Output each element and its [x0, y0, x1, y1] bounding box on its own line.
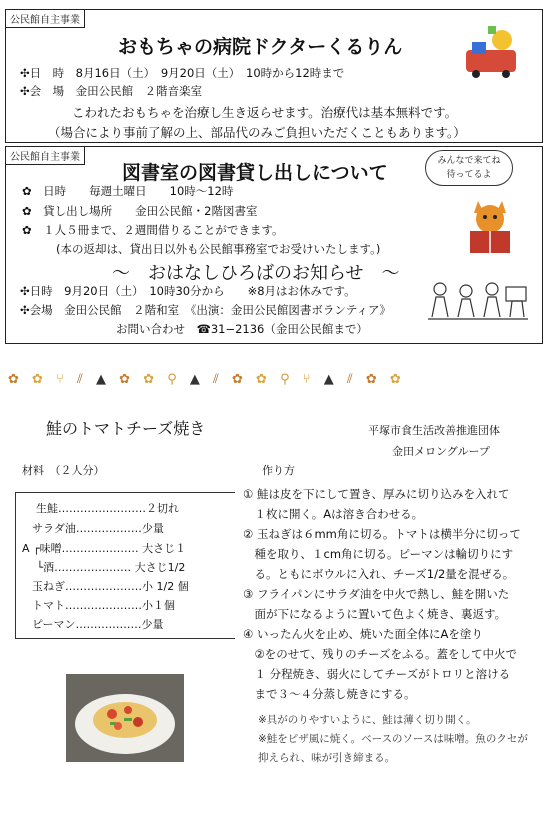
bubble-line2: 待ってるよ — [446, 170, 492, 180]
flower-icon: ✿ — [232, 372, 243, 387]
spoon-icon: ⚲ — [167, 372, 177, 387]
step-line-3: ② 玉ねぎは６mm角に切る。トマトは横半分に切って — [243, 527, 521, 541]
decorative-food-border — [8, 372, 410, 387]
rice-ball-icon: ▲ — [96, 372, 106, 387]
spoon-icon: ⚲ — [280, 372, 290, 387]
recipe-org2: 金田メロングループ — [392, 445, 490, 458]
cat-reading-illustration — [462, 195, 518, 261]
ingredient-7: ピーマン………………少量 — [32, 618, 164, 631]
event2-tag: 公民館自主事業 — [5, 146, 85, 165]
event1-venue: ✣会 場 金田公民館 ２階音楽室 — [20, 84, 203, 98]
fork-icon: ⑂ — [56, 372, 64, 387]
step-line-10: １ 分程焼き、弱火にしてチーズがトロリと溶ける — [243, 667, 511, 681]
event2-item3: ✿ １人５冊まで、２週間借りることができます。 — [22, 223, 284, 237]
bubble-line1: みんなで来てね — [437, 156, 501, 166]
flower-icon: ✿ — [8, 372, 19, 387]
event2-item1: ✿ 日時 毎週土曜日 10時〜12時 — [22, 184, 234, 198]
event1-tag: 公民館自主事業 — [5, 9, 85, 28]
ingredient-6: トマト…………………小１個 — [32, 599, 175, 612]
chopsticks-icon: ⫽ — [77, 372, 83, 387]
toy-illustration — [462, 20, 520, 82]
step-line-7: 面が下になるように置いて色よく焼き、裏返す。 — [243, 607, 507, 621]
event2-title: 図書室の図書貸し出しについて — [122, 162, 388, 184]
step-line-11: まで３〜４分蒸し焼きにする。 — [243, 687, 416, 701]
tip-1: ※具がのりやすいように、鮭は薄く切り開く。 — [258, 714, 477, 726]
children-reading-illustration — [426, 277, 530, 327]
flower-icon: ✿ — [119, 372, 131, 387]
chopsticks-icon: ⫽ — [213, 372, 219, 387]
event2-date: ✣日時 9月20日（土） 10時30分から ※8月はお休みです。 — [20, 284, 356, 298]
chopsticks-icon: ⫽ — [346, 372, 353, 387]
step-line-5: る。ともにボウルに入れ、チーズ1/2量を混ぜる。 — [243, 567, 515, 581]
flower-icon: ✿ — [389, 372, 401, 387]
method-label: 作り方 — [262, 464, 295, 477]
step-line-8: ④ いったん火を止め、焼いた面全体にAを塗り — [243, 627, 483, 641]
step-line-4: 種を取り、１cm角に切る。ピーマンは輪切りにす — [243, 547, 514, 561]
tip-3: 抑えられ、味が引き締まる。 — [258, 752, 396, 764]
event1-desc1: こわれたおもちゃを治療し生き返らせます。治療代は基本無料です。 — [72, 105, 458, 120]
flower-icon: ✿ — [143, 372, 155, 387]
event2-subtitle: 〜 おはなしひろばのお知らせ 〜 — [112, 263, 400, 284]
ingredient-5: 玉ねぎ…………………小 1/2 個 — [32, 580, 189, 593]
event1-title: おもちゃの病院ドクターくるりん — [118, 36, 403, 58]
event1-desc2: （場合により事前了解の上、部品代のみご負担いただくこともあります。） — [48, 125, 466, 140]
step-line-6: ③ フライパンにサラダ油を中火で熱し、鮭を開いた — [243, 587, 510, 601]
event2-item2: ✿ 貸し出し場所 金田公民館・2階図書室 — [22, 204, 258, 218]
event1-date: ✣日 時 8月16日（土） 9月20日（土） 10時から12時まで — [20, 66, 345, 80]
recipe-org1: 平塚市食生活改善推進団体 — [368, 424, 500, 437]
step-line-2: １枚に開く。Aは溶き合わせる。 — [243, 507, 424, 521]
ingredient-4: └酒………………… 大さじ1/2 — [22, 561, 186, 574]
flower-icon: ✿ — [32, 372, 43, 387]
event2-note: (本の返却は、貸出日以外も公民館事務室でお受けいたします。) — [56, 242, 381, 256]
ingredient-1: 生鮭……………………２切れ — [36, 502, 179, 515]
rice-ball-icon: ▲ — [323, 372, 334, 387]
speech-bubble — [425, 150, 513, 186]
step-line-1: ① 鮭は皮を下にして置き、厚みに切り込みを入れて — [243, 487, 510, 501]
flower-icon: ✿ — [256, 372, 267, 387]
event2-venue: ✣会場 金田公民館 ２階和室 《出演：金田公民館図書ボランティア》 — [20, 303, 391, 317]
fork-icon: ⑂ — [302, 372, 311, 387]
dish-photo — [66, 674, 184, 762]
recipe-title: 鮭のトマトチーズ焼き — [46, 419, 206, 438]
ingredient-2: サラダ油………………少量 — [32, 522, 164, 535]
materials-label: 材料 （２人分） — [22, 464, 105, 477]
ingredient-3: A ┌味噌………………… 大さじ１ — [22, 542, 187, 555]
rice-ball-icon: ▲ — [189, 372, 200, 387]
step-line-9: ②をのせて、残りのチーズをふる。蓋をして中火で — [243, 647, 518, 661]
tip-2: ※鮭をピザ風に焼く。ベースのソースは味噌。魚のクセが — [258, 733, 528, 745]
event2-contact: お問い合わせ ☎31−2136（金田公民館まで） — [116, 322, 368, 336]
flower-icon: ✿ — [365, 372, 377, 387]
